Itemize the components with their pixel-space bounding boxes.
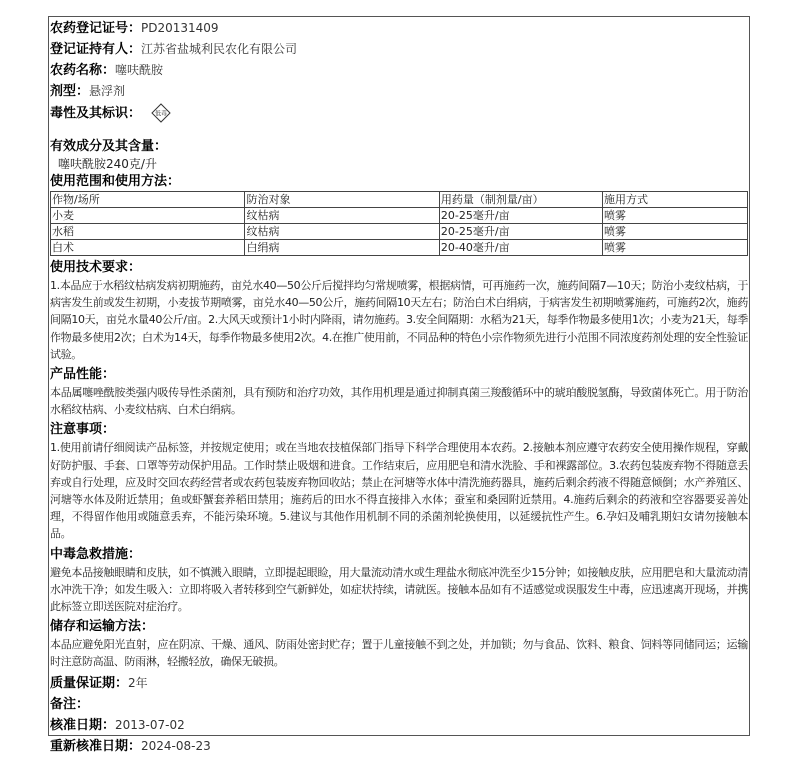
low-toxicity-diamond-icon: [151, 103, 171, 123]
storage-title: 储存和运输方法：: [50, 619, 155, 635]
reapproval-date-label: 重新核准日期：: [50, 738, 142, 754]
usage-cell: 20-25毫升/亩: [439, 208, 602, 224]
usage-table: [50, 191, 748, 256]
usage-cell: 喷雾: [603, 208, 748, 224]
usage-cell: 20-25毫升/亩: [439, 224, 602, 240]
usage-cell: 白术: [51, 240, 245, 256]
pesticide-name-label: 农药名称：: [50, 63, 116, 78]
usage-header-cell: 用药量（制剂量/亩）: [439, 192, 602, 208]
usage-header-cell: 施用方式: [603, 192, 748, 208]
usage-cell: 20-40毫升/亩: [439, 240, 602, 256]
formulation-row: [50, 81, 748, 102]
usage-cell: 小麦: [51, 208, 245, 224]
usage-cell: 喷雾: [603, 240, 748, 256]
performance-text: 本品属噻唑酰胺类强内吸传导性杀菌剂，具有预防和治疗功效，其作用机理是通过抑制真菌三羧酸循环中的琥珀酸脱氢酶，导致菌体死亡。用于防治水稻纹枯病、小麦纹枯病、白术白绢病。: [50, 386, 748, 417]
notes-title: 注意事项：: [50, 422, 116, 438]
toxicity-row: [50, 102, 748, 129]
holder-label: 登记证持有人：: [50, 42, 142, 57]
usage-header-cell: 防治对象: [245, 192, 439, 208]
usage-cell: 白绢病: [245, 240, 439, 256]
tech-requirements-text: 1.本品应于水稻纹枯病发病初期施药，亩兑水40—50公斤后搅拌均匀常规喷雾，根据病情，可再施药一次，施药间隔7—10天；防治小麦纹枯病，于病害发生前或发生初期，小麦拔节期喷雾，亩兑水40—50公斤，施药间隔10天左右；防治白术白绢病，于病害发生初期喷雾施药，可施药2次，施药间隔10天，亩兑水量40公斤/亩。2.大风天或预计1小时内降雨，请勿施药。3.安全间隔期：水稻为21天，每季作物最多使用1次；小麦为21天，每季作物最多使用2次；白术为14天，每季作物最多使用2次。4.在推广使用前，不同品种的特色小宗作物须先进行小范围不同浓度药剂处理的安全性验证试验。: [50, 279, 748, 361]
reapproval-date-row: [50, 736, 748, 757]
usage-table-header: [51, 192, 748, 208]
warranty-label: 质量保证期：: [50, 675, 129, 691]
usage-cell: 喷雾: [603, 224, 748, 240]
approval-date-value: 2013-07-02: [115, 717, 185, 732]
table-row: [51, 240, 748, 256]
ingredient-content: 噻呋酰胺240克/升: [58, 157, 157, 171]
warranty-value: 2年: [128, 675, 148, 690]
registration-number-label: 农药登记证号：: [50, 21, 142, 36]
usage-title: 使用范围和使用方法：: [50, 174, 181, 189]
usage-cell: 水稻: [51, 224, 245, 240]
storage-text: 本品应避免阳光直射，应在阴凉、干燥、通风、防雨处密封贮存；置于儿童接触不到之处，并加锁；勿与食品、饮料、粮食、饲料等同储同运；运输时注意防高温、防雨淋，轻搬轻放，确保无破损。: [50, 638, 748, 669]
remark-row: [50, 694, 748, 715]
table-row: [51, 208, 748, 224]
holder-value: 江苏省盐城利民农化有限公司: [141, 42, 298, 56]
reapproval-date-value: 2024-08-23: [141, 738, 211, 753]
pesticide-name-value: 噻呋酰胺: [115, 63, 164, 77]
tech-requirements-title: 使用技术要求：: [50, 260, 142, 275]
ingredient-title: 有效成分及其含量：: [50, 139, 168, 154]
notes-text: 1.使用前请仔细阅读产品标签，并按规定使用；或在当地农技植保部门指导下科学合理使用本农药。2.接触本剂应遵守农药安全使用操作规程，穿戴好防护服、手套、口罩等劳动保护用品。工作时禁止吸烟和进食。工作结束后，应用肥皂和清水洗脸、手和裸露部位。3.农药包装废弃物不得随意丢弃或自行处理，应及时交回农药经营者或农药包装废弃物回收站；禁止在河塘等水体中清洗施药器具，施药后剩余药液不得随意倾倒；水产养殖区、河塘等水体及附近禁用；鱼或虾蟹套养稻田禁用；施药后的田水不得直接排入水体；蚕室和桑园附近禁用。4.施药后剩余的药液和空容器要妥善处理，不得留作他用或随意丢弃，不能污染环境。5.建议与其他作用机制不同的杀菌剂轮换使用，以延缓抗性产生。6.孕妇及哺乳期妇女请勿接触本品。: [50, 441, 748, 541]
first-aid-title: 中毒急救措施：: [50, 546, 142, 562]
formulation-label: 剂型：: [50, 84, 90, 99]
formulation-value: 悬浮剂: [89, 84, 126, 98]
performance-title: 产品性能：: [50, 367, 116, 383]
usage-header-cell: 作物/场所: [51, 192, 245, 208]
toxicity-icon-text: 低毒: [155, 110, 168, 117]
pesticide-name-row: [50, 60, 748, 81]
holder-row: [50, 39, 748, 60]
registration-number-row: [50, 18, 748, 39]
pesticide-label-document: [48, 16, 750, 754]
first-aid-text: 避免本品接触眼睛和皮肤，如不慎溅入眼睛，立即提起眼睑，用大量流动清水或生理盐水彻底冲洗至少15分钟；如接触皮肤，应用肥皂和大量流动清水冲洗干净；如发生吸入：立即将吸入者转移到空气新鲜处，如症状持续，请就医。接触本品如有不适感觉或误服发生中毒，应迅速离开现场，并携此标签立即送医院对症治疗。: [50, 565, 748, 614]
warranty-row: [50, 673, 748, 694]
remark-label: 备注：: [50, 696, 90, 712]
usage-cell: 纹枯病: [245, 224, 439, 240]
table-row: [51, 224, 748, 240]
approval-date-label: 核准日期：: [50, 717, 116, 733]
toxicity-label: 毒性及其标识：: [50, 106, 142, 121]
approval-date-row: [50, 715, 748, 736]
registration-number-value: PD20131409: [141, 21, 219, 35]
usage-cell: 纹枯病: [245, 208, 439, 224]
